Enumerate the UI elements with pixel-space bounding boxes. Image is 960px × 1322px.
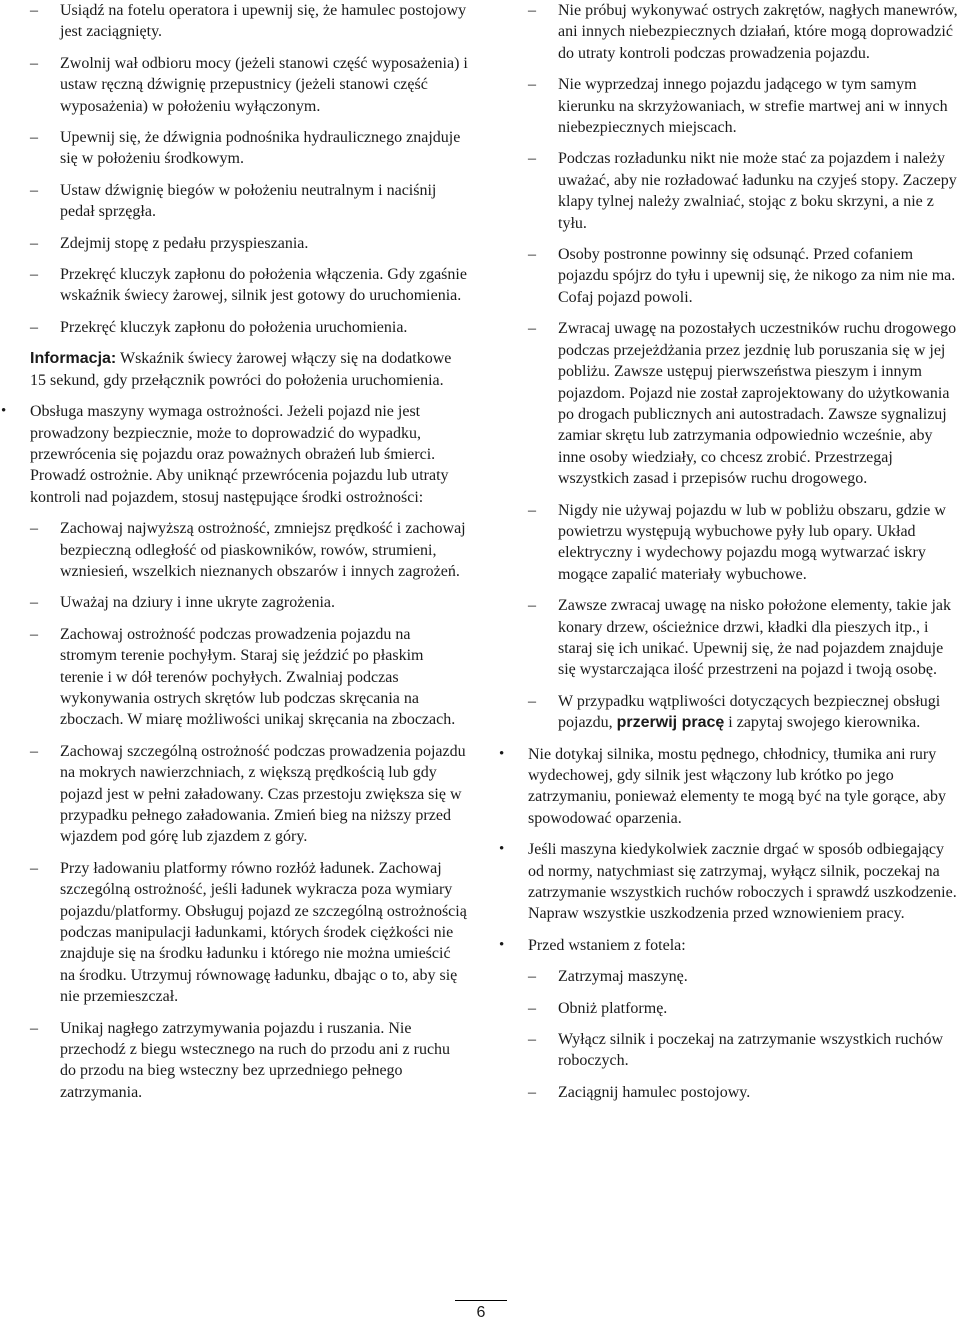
list-item: – Przy ładowaniu platformy równo rozłóż ładunek. Zachowaj szczególną ostrożność, jeśli ładunek wykracza poza wymiary pojazdu/platformy. Obsługuj pojazd ze szczególną ostrożnością podczas manipulacji ładunkami, których środek ciężkości nie znajduje się na środku ładunku i którego nie można umieścić na środku. Utrzymuj równowagę ładunku, dbając o to, aby się nie przemieszczał.	[30, 858, 468, 1008]
list-item: – Zachowaj ostrożność podczas prowadzenia pojazdu na stromym terenie pochyłym. Staraj się jeździć po płaskim terenie i w dół terenów pochyłych. Zwalniaj podczas wykonywania ostrych skrętów lub podczas skręcania na zboczach. W miarę możliwości unikaj skręcania na zboczach.	[30, 624, 468, 731]
bullet-item: • Jeśli maszyna kiedykolwiek zacznie drgać w sposób odbiegający od normy, natychmiast się zatrzymaj, wyłącz silnik, poczekaj na zatrzymanie wszystkich ruchów roboczych i sprawdź uszkodzenie. Napraw wszystkie uszkodzenia przed wznowieniem pracy.	[528, 839, 958, 925]
text-run: i zapytaj swojego kierownika.	[728, 714, 921, 732]
list-item: – Usiądź na fotelu operatora i upewnij się, że hamulec postojowy jest zaciągnięty.	[30, 0, 468, 43]
list-item: – Nigdy nie używaj pojazdu w lub w pobliżu obszaru, gdzie w powietrzu występują wybuchowe pyły lub opary. Układ elektryczny i wydechowy pojazdu mogą wytwarzać iskry mogące zapalić materiały wybuchowe.	[528, 500, 958, 586]
list-item: – Obniż platformę.	[528, 998, 958, 1019]
info-text: Wskaźnik świecy żarowej włączy się na dodatkowe 15 sekund, gdy przełącznik powróci do położenia uruchomienia.	[30, 350, 452, 389]
list-item: – Zaciągnij hamulec postojowy.	[528, 1082, 958, 1103]
list-item: – Zachowaj szczególną ostrożność podczas prowadzenia pojazdu na mokrych nawierzchniach, z większą prędkością lub gdy pojazd jest w pełni załadowany. Czas przestoju zwiększa się w przypadku pełnego załadowania. Zmień bieg na niższy przed wjazdem pod górę lub zjazdem z góry.	[30, 741, 468, 848]
left-column	[30, 0, 468, 1113]
list-item: – Przekręć kluczyk zapłonu do położenia włączenia. Gdy zgaśnie wskaźnik świecy żarowej, silnik jest gotowy do uruchomienia.	[30, 264, 468, 307]
bullet-item: • Obsługa maszyny wymaga ostrożności. Jeżeli pojazd nie jest prowadzony bezpiecznie, może to doprowadzić do wypadku, przewrócenia się pojazdu oraz poważnych obrażeń lub śmierci. Prowadź ostrożnie. Aby uniknąć przewrócenia pojazdu lub utraty kontroli nad pojazdem, stosuj następujące środki ostrożności:	[30, 401, 468, 508]
page-number: 6	[476, 1304, 486, 1321]
list-item: – Zdejmij stopę z pedału przyspieszania.	[30, 233, 468, 254]
list-item: – Zachowaj najwyższą ostrożność, zmniejsz prędkość i zachowaj bezpieczną odległość od piaskowników, rowów, strumieni, wzniesień, wszelkich nieznanych obszarów i innych zagrożeń.	[30, 518, 468, 582]
list-item: – Zatrzymaj maszynę.	[528, 966, 958, 987]
list-item: – Zawsze zwracaj uwagę na nisko położone elementy, takie jak konary drzew, ościeżnice drzwi, kładki dla pieszych itp., i staraj się ich unikać. Upewnij się, że nad pojazdem znajduje się wystarczająca ilość przestrzeni na pojazd i twoją osobę.	[528, 595, 958, 681]
text-run: W przypadku wątpliwości dotyczących bezpiecznej obsługi pojazdu,	[558, 692, 941, 732]
bullet-item: • Nie dotykaj silnika, mostu pędnego, chłodnicy, tłumika ani rury wydechowej, gdy silnik jest włączony lub krótko po jego zatrzymaniu, ponieważ elementy te mogą być na tyle gorące, aby spowodować oparzenia.	[528, 744, 958, 830]
list-item: – Zwracaj uwagę na pozostałych uczestników ruchu drogowego podczas przejeżdżania przez jezdnię lub poruszania się w jej pobliżu. Zawsze ustępuj pierwszeństwa pieszym i innym pojazdom. Pojazd nie został zaprojektowany do użytkowania po drogach publicznych ani autostradach. Zawsze sygnalizuj zamiar skrętu lub zatrzymania odpowiednio wcześnie, aby inne osoby wiedziały, co chcesz zrobić. Przestrzegaj wszystkich zasad i przepisów ruchu drogowego.	[528, 318, 958, 489]
list-item: – Unikaj nagłego zatrzymywania pojazdu i ruszania. Nie przechodź z biegu wstecznego na ruch do przodu ani z ruchu do przodu na bieg wsteczny bez uprzedniego pełnego zatrzymania.	[30, 1018, 468, 1104]
emphasis-text: przerwij pracę	[616, 714, 725, 732]
info-note	[30, 348, 468, 391]
list-item: – Zwolnij wał odbioru mocy (jeżeli stanowi część wyposażenia) i ustaw ręczną dźwignię przepustnicy (jeżeli stanowi część wyposażenia) w położeniu wyłączonym.	[30, 53, 468, 117]
list-item: – Upewnij się, że dźwignia podnośnika hydraulicznego znajduje się w położeniu środkowym.	[30, 127, 468, 170]
list-item	[528, 691, 958, 734]
list-item: – Nie wyprzedzaj innego pojazdu jadącego w tym samym kierunku na skrzyżowaniach, w strefie martwej ani w innych niebezpiecznych miejscach.	[528, 74, 958, 138]
list-item: – Podczas rozładunku nikt nie może stać za pojazdem i należy uważać, aby nie rozładować ładunku na czyjeś stopy. Zaczepy klapy tylnej należy zwalniać, stojąc z boku skrzyni, a nie z tyłu.	[528, 148, 958, 234]
list-item: – Osoby postronne powinny się odsunąć. Przed cofaniem pojazdu spójrz do tyłu i upewnij się, że nikogo za nim nie ma. Cofaj pojazd powoli.	[528, 244, 958, 308]
list-item: – Wyłącz silnik i poczekaj na zatrzymanie wszystkich ruchów roboczych.	[528, 1029, 958, 1072]
list-item: – Uważaj na dziury i inne ukryte zagrożenia.	[30, 592, 468, 613]
bullet-item: • Przed wstaniem z fotela:	[528, 935, 958, 956]
footer-divider	[455, 1300, 507, 1301]
list-item: – Nie próbuj wykonywać ostrych zakrętów, nagłych manewrów, ani innych niebezpiecznych działań, które mogą doprowadzić do utraty kontroli podczas prowadzenia pojazdu.	[528, 0, 958, 64]
info-label: Informacja:	[30, 350, 117, 368]
list-item: – Ustaw dźwignię biegów w położeniu neutralnym i naciśnij pedał sprzęgła.	[30, 180, 468, 223]
list-item: – Przekręć kluczyk zapłonu do położenia uruchomienia.	[30, 317, 468, 338]
right-column	[528, 0, 958, 1113]
